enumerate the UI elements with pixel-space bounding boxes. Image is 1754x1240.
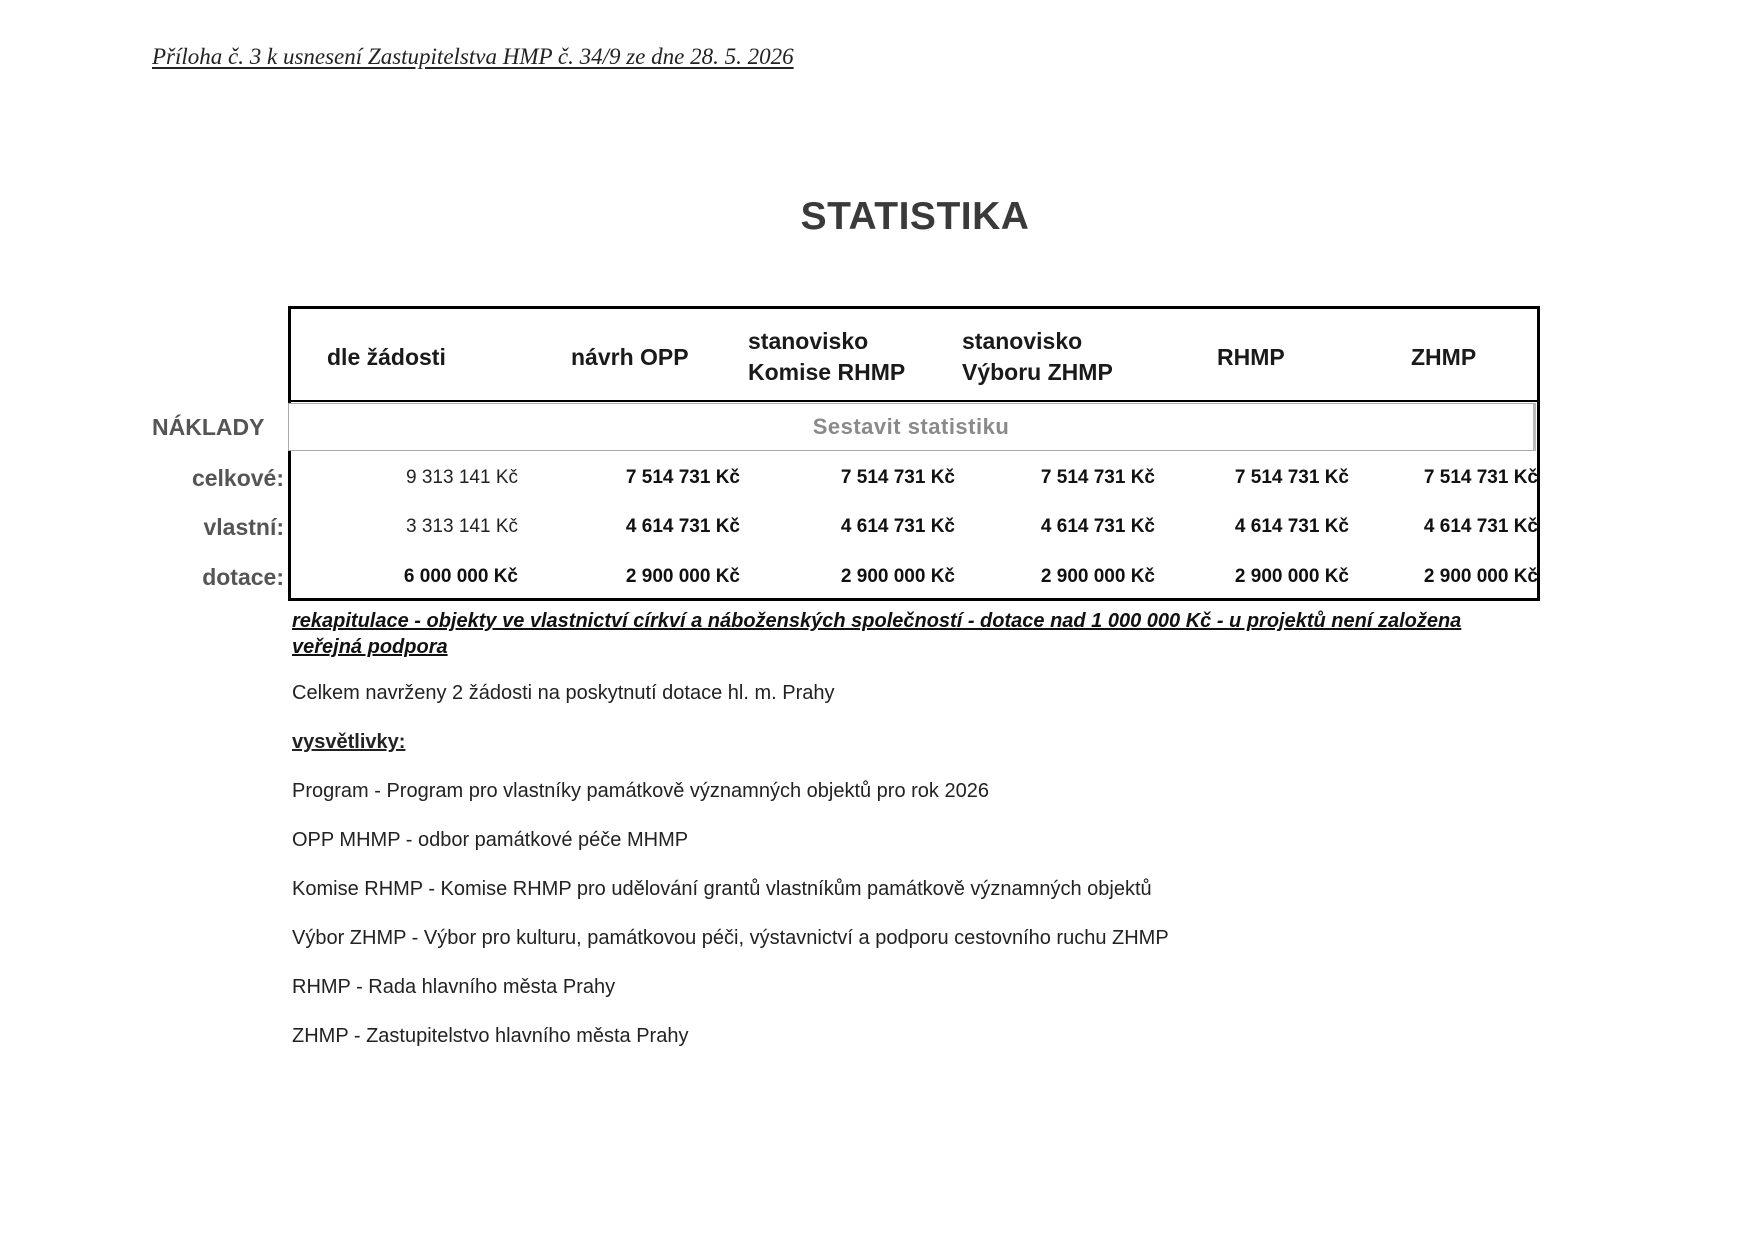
cell-own-committee: 4 614 731 Kč	[1040, 516, 1155, 537]
cell-total-zhmp: 7 514 731 Kč	[1423, 467, 1538, 488]
legend-item-zhmp: ZHMP - Zastupitelstvo hlavního města Prahy	[292, 1025, 689, 1047]
cell-subsidy-commission: 2 900 000 Kč	[840, 566, 955, 587]
legend-item-opp: OPP MHMP - odbor památkové péče MHMP	[292, 829, 689, 851]
cell-own-zhmp: 4 614 731 Kč	[1423, 516, 1538, 537]
column-header-commission-line2: Komise RHMP	[748, 359, 906, 385]
column-header-opp-proposal: návrh OPP	[571, 344, 689, 370]
cell-subsidy-opp: 2 900 000 Kč	[625, 566, 740, 587]
legend-item-commission: Komise RHMP - Komise RHMP pro udělování grantů vlastníkům památkově významných objektů	[292, 878, 1152, 900]
column-header-rhmp: RHMP	[1217, 344, 1285, 370]
row-label-total: celkové:	[191, 465, 284, 491]
legend-item-program: Program - Program pro vlastníky památkově významných objektů pro rok 2026	[292, 780, 989, 802]
cell-own-opp: 4 614 731 Kč	[625, 516, 740, 537]
column-header-commission-line1: stanovisko	[748, 328, 869, 354]
cell-subsidy-committee: 2 900 000 Kč	[1040, 566, 1155, 587]
legend-item-committee: Výbor ZHMP - Výbor pro kulturu, památkovou péči, výstavnictví a podporu cestovního ruchu ZHMP	[292, 927, 1169, 949]
cell-own-request: 3 313 141 Kč	[406, 516, 518, 537]
cell-total-commission: 7 514 731 Kč	[840, 467, 955, 488]
build-statistics-button[interactable]: Sestavit statistiku	[288, 403, 1536, 451]
costs-section-label: NÁKLADY	[152, 414, 265, 440]
cell-total-committee: 7 514 731 Kč	[1040, 467, 1155, 488]
column-header-zhmp: ZHMP	[1411, 344, 1477, 370]
page-title: STATISTIKA	[800, 195, 1030, 238]
row-label-subsidy: dotace:	[202, 564, 284, 590]
cell-subsidy-rhmp: 2 900 000 Kč	[1234, 566, 1349, 587]
summary-text: Celkem navrženy 2 žádosti na poskytnutí dotace hl. m. Prahy	[292, 682, 835, 704]
cell-total-opp: 7 514 731 Kč	[625, 467, 740, 488]
cell-subsidy-request: 6 000 000 Kč	[403, 566, 518, 587]
cell-own-commission: 4 614 731 Kč	[840, 516, 955, 537]
cell-total-request: 9 313 141 Kč	[406, 467, 518, 488]
cell-own-rhmp: 4 614 731 Kč	[1234, 516, 1349, 537]
row-label-own: vlastní:	[203, 514, 284, 540]
column-header-commission	[748, 326, 905, 388]
column-header-committee-line1: stanovisko	[962, 328, 1083, 354]
recap-note: rekapitulace - objekty ve vlastnictví církví a náboženských společností - dotace nad 1 000 000 Kč - u projektů není založena veřejná podpora	[292, 610, 1462, 658]
attachment-note: Příloha č. 3 k usnesení Zastupitelstva HMP č. 34/9 ze dne 28. 5. 2026	[152, 44, 794, 69]
legend-heading: vysvětlivky:	[292, 731, 406, 753]
table-header-row	[288, 306, 1540, 402]
column-header-committee-line2: Výboru ZHMP	[962, 359, 1113, 385]
column-header-committee	[962, 326, 1113, 388]
legend-item-rhmp: RHMP - Rada hlavního města Prahy	[292, 976, 616, 998]
cell-subsidy-zhmp: 2 900 000 Kč	[1423, 566, 1538, 587]
column-header-request: dle žádosti	[327, 344, 446, 370]
cell-total-rhmp: 7 514 731 Kč	[1234, 467, 1349, 488]
